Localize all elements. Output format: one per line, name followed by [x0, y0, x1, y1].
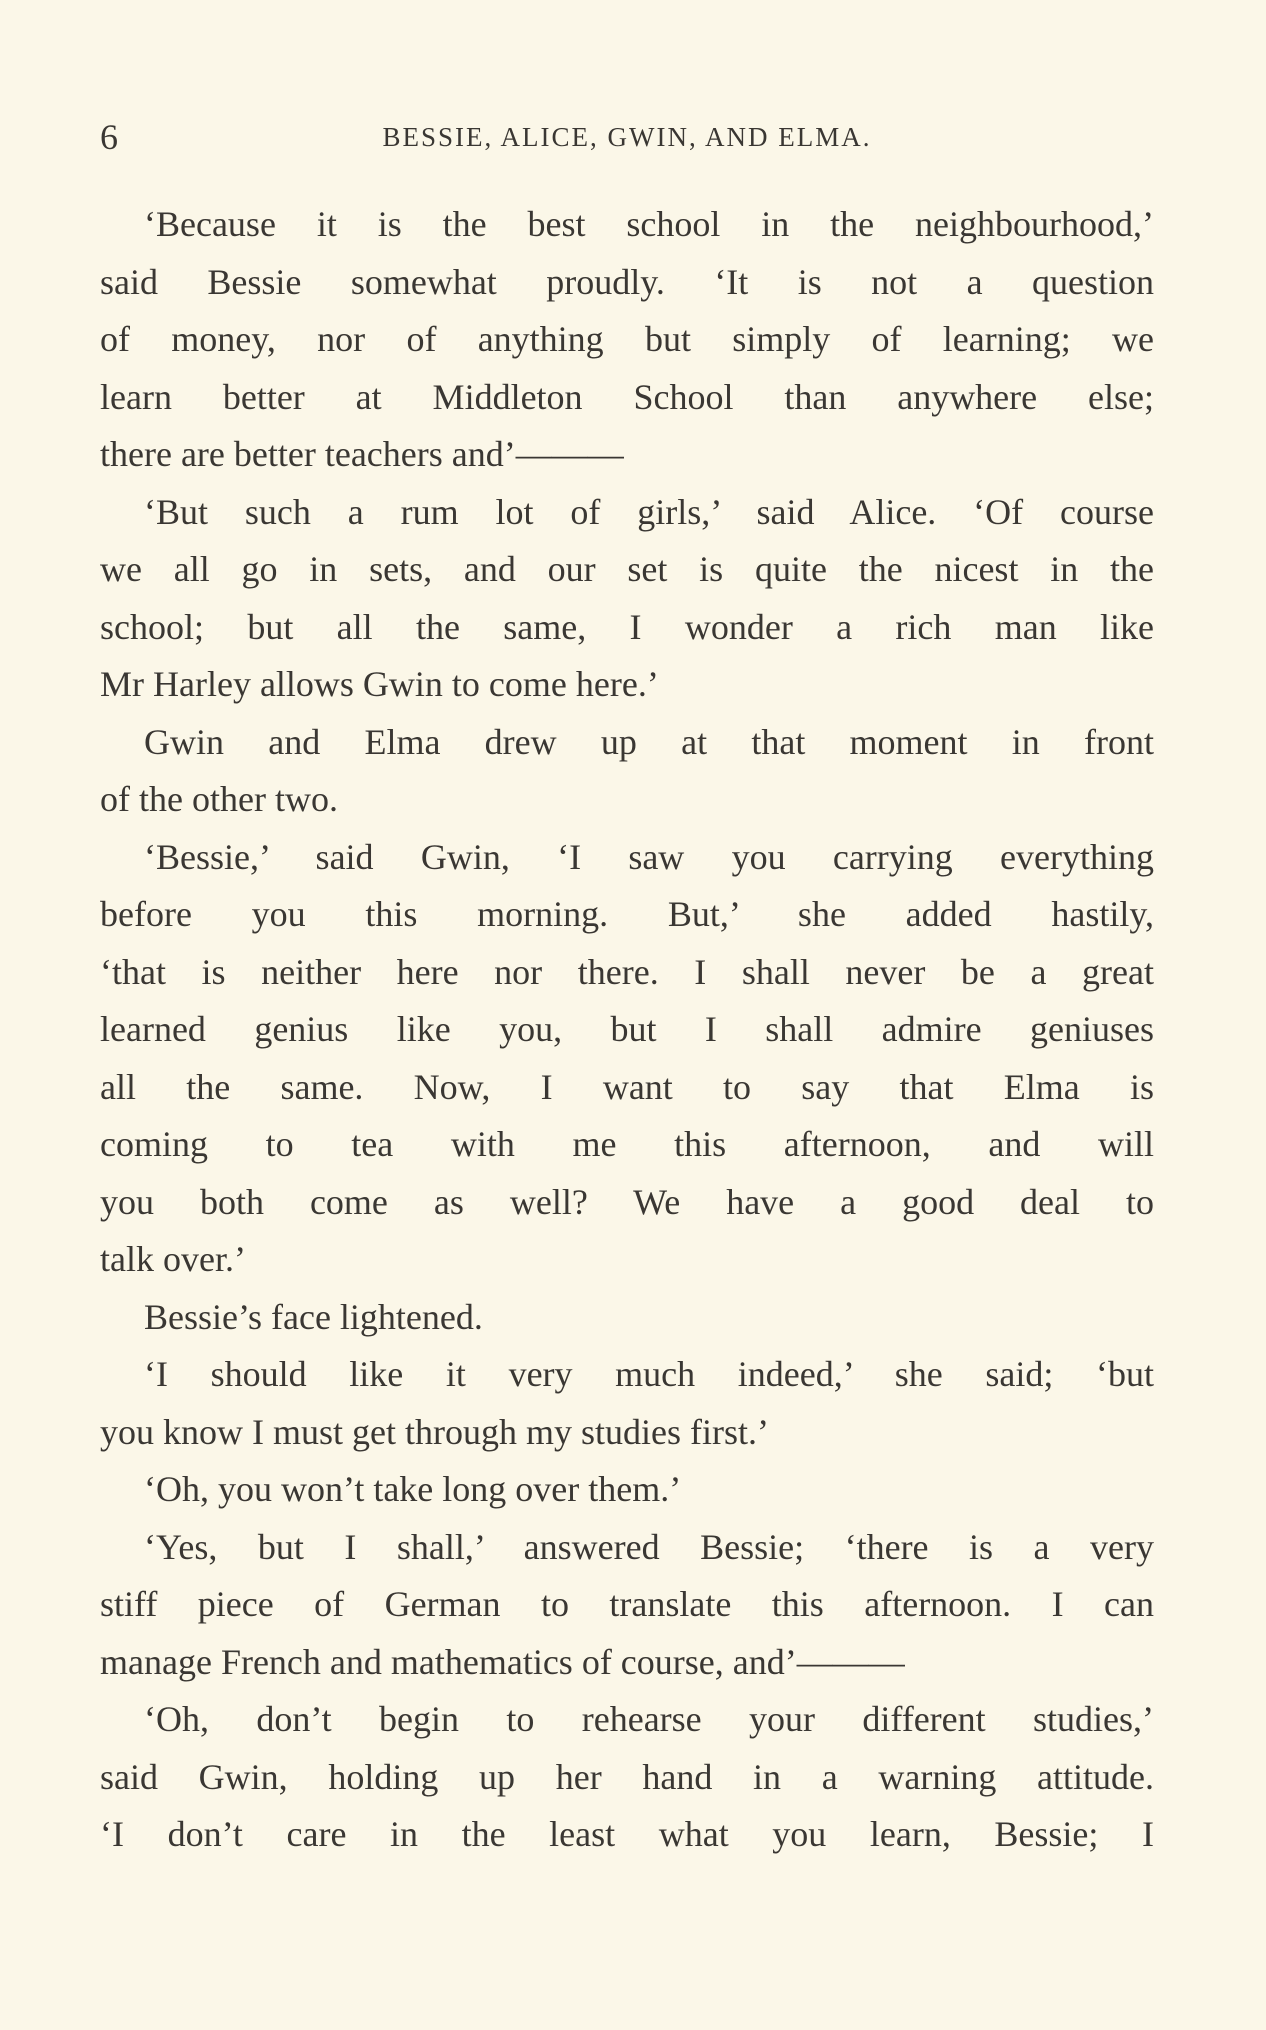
text-line: we all go in sets, and our set is quite the nicest in the — [100, 549, 1154, 589]
text-line: Mr Harley allows Gwin to come here.’ — [100, 664, 659, 704]
text-line: of the other two. — [100, 779, 338, 819]
text-line: learned genius like you, but I shall admire geniuses — [100, 1009, 1154, 1049]
text-line: ‘Oh, you won’t take long over them.’ — [144, 1469, 682, 1509]
text-line: said Gwin, holding up her hand in a warning attitude. — [100, 1756, 1154, 1797]
text-line: ‘Because it is the best school in the neighbourhood,’ — [144, 204, 1154, 244]
text-line: manage French and mathematics of course, and’——— — [100, 1641, 905, 1682]
text-line: ‘Bessie,’ said Gwin, ‘I saw you carrying everything — [144, 836, 1154, 877]
text-line: there are better teachers and’——— — [100, 434, 624, 474]
running-title: BESSIE, ALICE, GWIN, AND ELMA. — [382, 122, 872, 152]
body-text — [100, 196, 1154, 1864]
text-line: all the same. Now, I want to say that Elma is — [100, 1066, 1154, 1107]
text-line: ‘Oh, don’t begin to rehearse your different studies,’ — [144, 1699, 1154, 1739]
text-line: ‘that is neither here nor there. I shall never be a great — [100, 951, 1154, 992]
text-line: talk over.’ — [100, 1239, 246, 1279]
text-line: you know I must get through my studies first.’ — [100, 1411, 769, 1452]
text-line: said Bessie somewhat proudly. ‘It is not a question — [100, 261, 1154, 302]
text-line: Bessie’s face lightened. — [144, 1296, 483, 1337]
text-line: stiff piece of German to translate this afternoon. I can — [100, 1584, 1154, 1624]
text-line: of money, nor of anything but simply of learning; we — [100, 319, 1154, 359]
text-line: coming to tea with me this afternoon, and will — [100, 1124, 1154, 1164]
text-line: ‘But such a rum lot of girls,’ said Alice. ‘Of course — [144, 491, 1154, 532]
text-line: ‘I don’t care in the least what you learn, Bessie; I — [100, 1814, 1154, 1854]
page-header — [100, 112, 1154, 162]
text-line: learn better at Middleton School than anywhere else; — [100, 376, 1154, 417]
text-line: ‘I should like it very much indeed,’ she said; ‘but — [144, 1354, 1154, 1394]
page-number: 6 — [100, 117, 118, 157]
text-line: before you this morning. But,’ she added hastily, — [100, 894, 1154, 934]
text-line: Gwin and Elma drew up at that moment in front — [144, 721, 1154, 762]
text-line: school; but all the same, I wonder a rich man like — [100, 606, 1154, 647]
text-line: ‘Yes, but I shall,’ answered Bessie; ‘there is a very — [144, 1526, 1154, 1567]
text-line: you both come as well? We have a good deal to — [100, 1181, 1154, 1222]
